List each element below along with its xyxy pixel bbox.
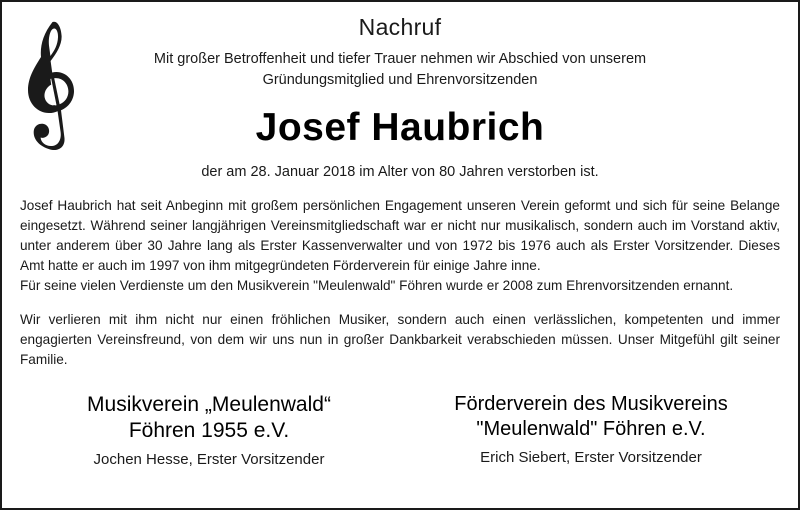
page-title: Nachruf (358, 14, 442, 40)
signature-foerderverein (400, 392, 782, 468)
notice-header (18, 14, 782, 180)
signatory-name: Erich Siebert, Erster Vorsitzender (480, 448, 702, 466)
tribute-text (18, 196, 782, 370)
organization-line-2: Föhren 1955 e.V. (128, 418, 290, 442)
tribute-paragraph-3: Wir verlieren mit ihm nicht nur einen fröhlichen Musiker, sondern auch einen verlässlichen, kompetenten und immer engagierten Vereinsfreund, von dem wir uns nun in großer Dankbarkeit verabschieden müssen. Unser Mitgefühl gilt seiner Familie. (20, 312, 780, 368)
signatory-name: Jochen Hesse, Erster Vorsitzender (93, 450, 325, 468)
lead-line-2: Gründungsmitglied und Ehrenvorsitzenden (262, 71, 538, 88)
treble-clef-icon (16, 16, 86, 176)
organization-name (18, 392, 400, 444)
organization-line-1: Musikverein „Meulenwald“ (87, 392, 331, 416)
organization-line-1: Förderverein des Musikvereins (454, 392, 728, 415)
lead-line-1: Mit großer Betroffenheit und tiefer Trauer nehmen wir Abschied von unserem (153, 51, 647, 67)
organization-line-2: "Meulenwald" Föhren e.V. (476, 417, 706, 440)
death-details: der am 28. Januar 2018 im Alter von 80 Jahren verstorben ist. (201, 164, 599, 181)
tribute-paragraph-1: Josef Haubrich hat seit Anbeginn mit großem persönlichen Engagement unseren Verein geformt und sich für seine Belange eingesetzt. Während seiner langjährigen Vereinsmitgliedschaft war er nicht nur musikalisch, sondern auch im Vorstand aktiv, unter anderem über 30 Jahre lang als Erster Kassenverwalter und von 1972 bis 1976 auch als Erster Vorsitzender. Dieses Amt hatte er auch im 1997 von ihm mitgegründeten Förderverein für einige Jahre inne. (20, 198, 780, 273)
signature-musikverein (18, 392, 400, 468)
organization-name (400, 392, 782, 442)
tribute-paragraph-2: Für seine vielen Verdienste um den Musikverein "Meulenwald" Föhren wurde er 2008 zum Ehrenvorsitzenden ernannt. (20, 277, 734, 293)
deceased-name: Josef Haubrich (255, 106, 545, 150)
signature-block (18, 392, 782, 468)
